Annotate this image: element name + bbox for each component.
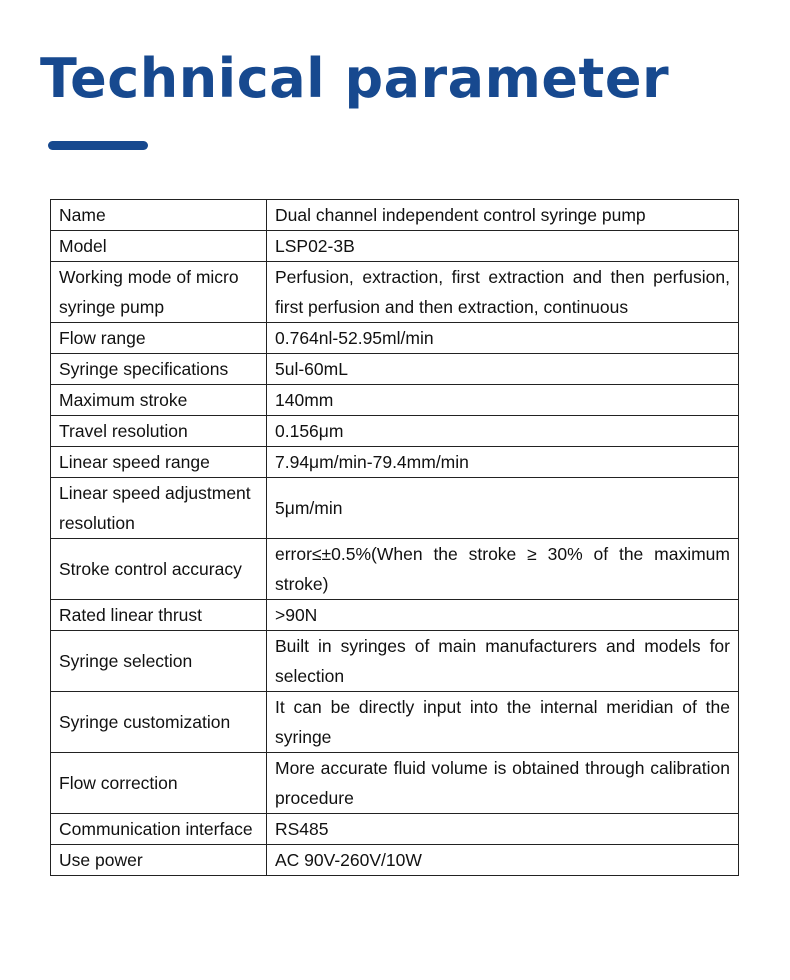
spec-value: 0.764nl-52.95ml/min	[267, 323, 739, 354]
spec-label: Syringe selection	[51, 631, 267, 692]
title-underline	[48, 141, 148, 150]
page-title: Technical parameter	[40, 47, 670, 110]
spec-row	[51, 753, 739, 814]
spec-value: RS485	[267, 814, 739, 845]
spec-row	[51, 200, 739, 231]
spec-row	[51, 478, 739, 539]
spec-row	[51, 631, 739, 692]
spec-row	[51, 600, 739, 631]
spec-row	[51, 323, 739, 354]
spec-label: Linear speed range	[51, 447, 267, 478]
spec-label: Flow range	[51, 323, 267, 354]
spec-row	[51, 539, 739, 600]
spec-row	[51, 262, 739, 323]
spec-table	[50, 199, 739, 876]
spec-row	[51, 231, 739, 262]
spec-value: 7.94μm/min-79.4mm/min	[267, 447, 739, 478]
spec-value: Dual channel independent control syringe pump	[267, 200, 739, 231]
spec-value: 5μm/min	[267, 478, 739, 539]
spec-row	[51, 416, 739, 447]
spec-value: 140mm	[267, 385, 739, 416]
spec-label: Working mode of micro syringe pump	[51, 262, 267, 323]
spec-row	[51, 385, 739, 416]
spec-label: Maximum stroke	[51, 385, 267, 416]
spec-value: AC 90V-260V/10W	[267, 845, 739, 876]
spec-label: Linear speed adjustment resolution	[51, 478, 267, 539]
spec-row	[51, 845, 739, 876]
spec-value: 0.156μm	[267, 416, 739, 447]
spec-label: Flow correction	[51, 753, 267, 814]
spec-value: Built in syringes of main manufacturers and models for selection	[267, 631, 739, 692]
spec-row	[51, 447, 739, 478]
spec-table-body	[51, 200, 739, 876]
spec-label: Syringe customization	[51, 692, 267, 753]
spec-value: It can be directly input into the internal meridian of the syringe	[267, 692, 739, 753]
spec-label: Use power	[51, 845, 267, 876]
spec-label: Name	[51, 200, 267, 231]
spec-value: More accurate fluid volume is obtained through calibration procedure	[267, 753, 739, 814]
spec-value: Perfusion, extraction, first extraction and then perfusion, first perfusion and then extraction, continuous	[267, 262, 739, 323]
spec-value: >90N	[267, 600, 739, 631]
spec-label: Stroke control accuracy	[51, 539, 267, 600]
spec-row	[51, 692, 739, 753]
spec-label: Travel resolution	[51, 416, 267, 447]
spec-label: Rated linear thrust	[51, 600, 267, 631]
spec-label: Communication interface	[51, 814, 267, 845]
spec-value: error≤±0.5%(When the stroke ≥ 30% of the maximum stroke)	[267, 539, 739, 600]
spec-value: LSP02-3B	[267, 231, 739, 262]
spec-row	[51, 814, 739, 845]
spec-label: Syringe specifications	[51, 354, 267, 385]
spec-row	[51, 354, 739, 385]
spec-label: Model	[51, 231, 267, 262]
spec-value: 5ul-60mL	[267, 354, 739, 385]
